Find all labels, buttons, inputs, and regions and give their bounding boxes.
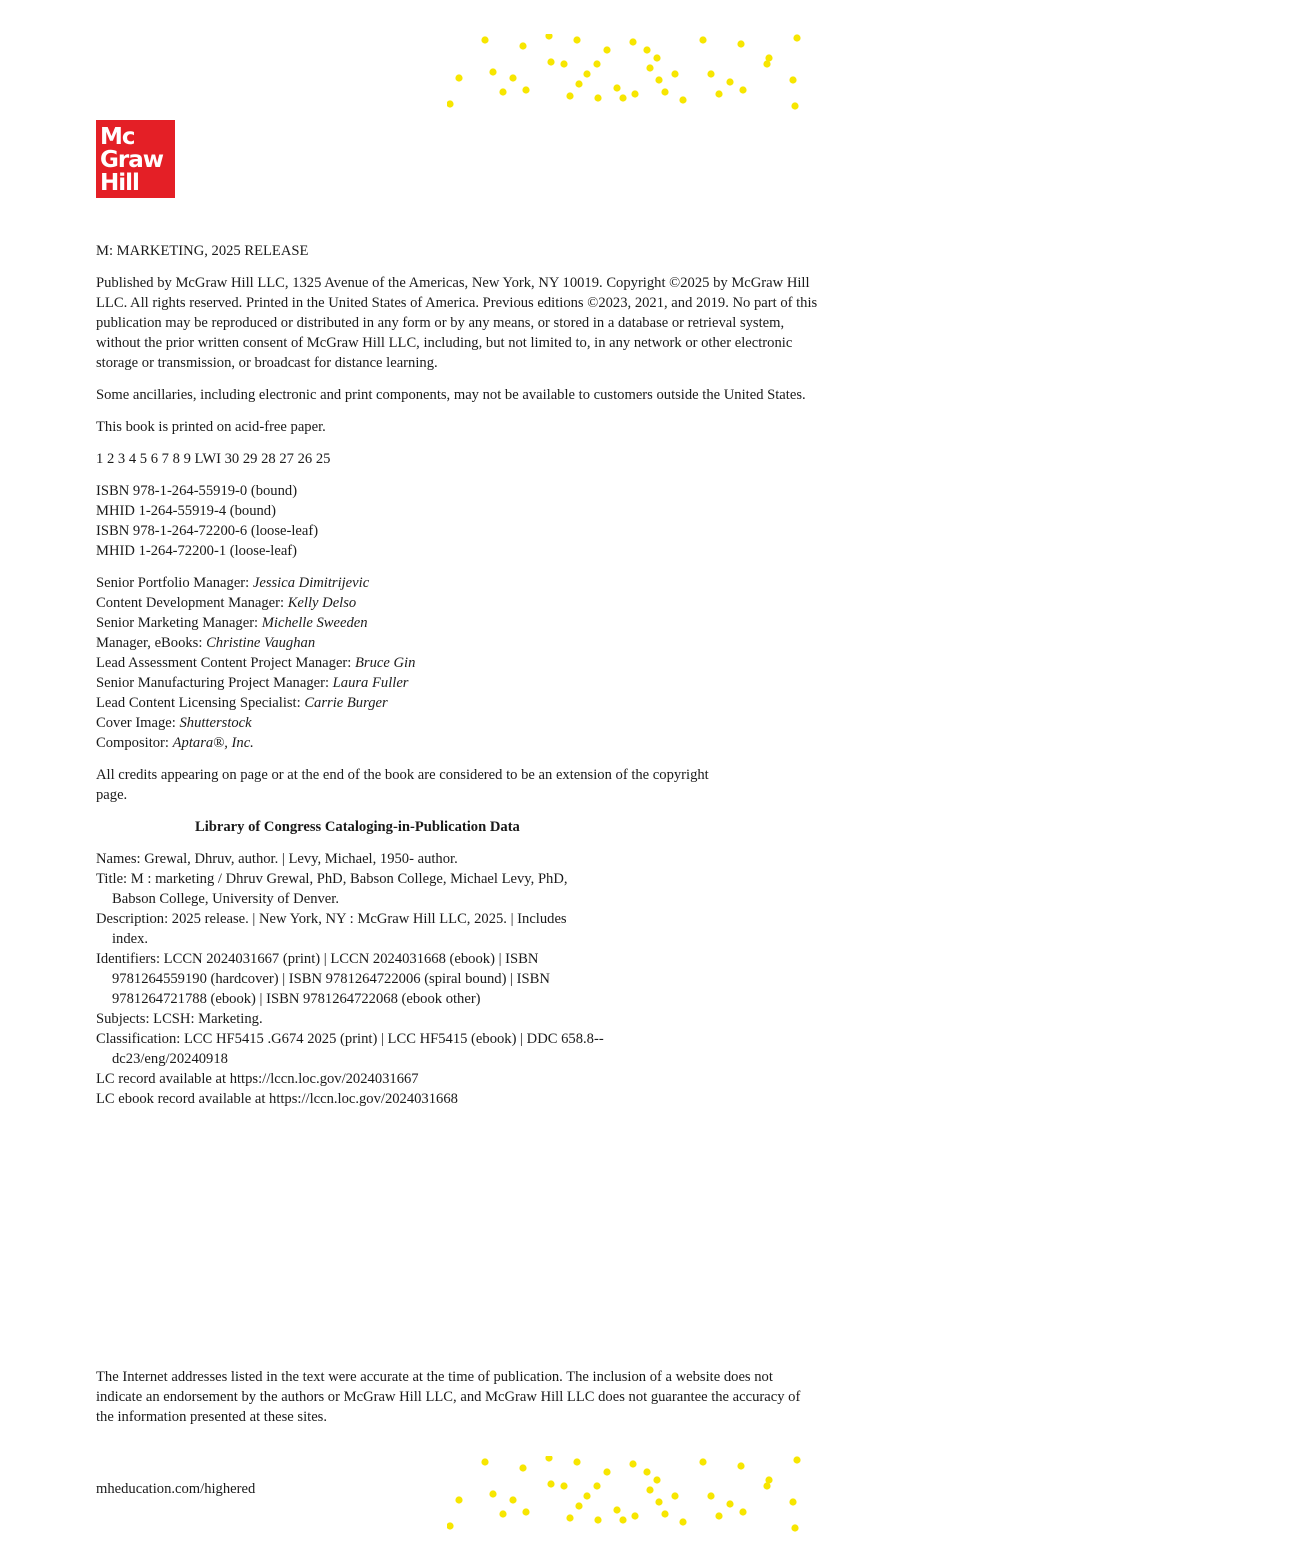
credits-note: All credits appearing on page or at the end of the book are considered to be an extension of the copyright page. <box>96 767 709 803</box>
decorative-dot <box>547 1480 554 1487</box>
decorative-dot <box>481 36 488 43</box>
credit-line <box>96 673 818 693</box>
isbn-line: MHID 1-264-72200-1 (loose-leaf) <box>96 543 298 559</box>
cip-entry: Subjects: LCSH: Marketing. <box>96 1011 263 1027</box>
decorative-dot <box>593 1482 600 1489</box>
decorative-dot <box>560 60 567 67</box>
internet-disclaimer: The Internet addresses listed in the text were accurate at the time of publication. The inclusion of a website does not indicate an endorsement by the authors or McGraw Hill LLC, and McGraw Hill LLC does not guarantee the accuracy of the information presented at these sites. <box>96 1369 801 1425</box>
credits-block <box>96 573 818 753</box>
decorative-dots-bottom <box>447 1456 802 1532</box>
cip-entry: Identifiers: LCCN 2024031667 (print) | LCCN 2024031668 (ebook) | ISBN 9781264559190 (hardcover) | ISBN 9781264722006 (spiral bound) | ISBN 9781264721788 (ebook) | ISBN 9781264722068 (ebook other) <box>96 951 550 1007</box>
book-title: M: MARKETING, 2025 RELEASE <box>96 243 309 259</box>
decorative-dot <box>715 1512 722 1519</box>
decorative-dot <box>646 1486 653 1493</box>
credit-name: Carrie Burger <box>304 695 388 711</box>
cip-entry: LC ebook record available at https://lccn.loc.gov/2024031668 <box>96 1091 458 1107</box>
credit-name: Laura Fuller <box>332 675 409 691</box>
isbn-line: ISBN 978-1-264-55919-0 (bound) <box>96 483 298 499</box>
decorative-dot <box>653 1476 660 1483</box>
logo-line-3: Hill <box>100 170 139 196</box>
credit-line <box>96 733 818 753</box>
decorative-dot <box>499 1510 506 1517</box>
publisher-statement: Published by McGraw Hill LLC, 1325 Avenue of the Americas, New York, NY 10019. Copyright ©2025 by McGraw Hill LLC. All rights reserved. Printed in the United States of America. Previous editions ©2023, 2021, and 2019. No part of this publication may be reproduced or distributed in any form or by any means, or stored in a database or retrieval system, without the prior written consent of McGraw Hill LLC, including, but not limited to, in any network or other electronic storage or transmission, or broadcast for distance learning. <box>96 275 818 371</box>
decorative-dots-top <box>447 34 802 110</box>
decorative-dot <box>583 1492 590 1499</box>
decorative-dot <box>519 1464 526 1471</box>
cip-entry: LC record available at https://lccn.loc.gov/2024031667 <box>96 1071 419 1087</box>
credit-name: Christine Vaughan <box>206 635 316 651</box>
dots-bottom-svg <box>447 1456 802 1532</box>
acid-free-note: This book is printed on acid-free paper. <box>96 419 326 435</box>
decorative-dot <box>447 1522 454 1529</box>
decorative-dot <box>791 1524 798 1531</box>
credit-role: Lead Assessment Content Project Manager: <box>96 655 355 671</box>
decorative-dot <box>573 36 580 43</box>
credit-line <box>96 633 818 653</box>
decorative-dot <box>481 1458 488 1465</box>
copyright-content <box>96 241 818 1109</box>
decorative-dot <box>791 102 798 109</box>
decorative-dot <box>455 1496 462 1503</box>
decorative-dot <box>613 1506 620 1513</box>
decorative-dot <box>655 76 662 83</box>
decorative-dot <box>522 86 529 93</box>
decorative-dot <box>619 1516 626 1523</box>
credit-name: Aptara®, Inc. <box>172 735 254 751</box>
decorative-dot <box>545 34 552 40</box>
website-link[interactable]: mheducation.com/highered <box>96 1481 256 1497</box>
decorative-dot <box>509 74 516 81</box>
decorative-dot <box>613 84 620 91</box>
decorative-dot <box>573 1458 580 1465</box>
credit-name: Jessica Dimitrijevic <box>252 575 370 591</box>
cip-entry: Title: M : marketing / Dhruv Grewal, PhD, Babson College, Michael Levy, PhD, Babson College, University of Denver. <box>96 871 568 907</box>
decorative-dot <box>643 46 650 53</box>
decorative-dot <box>575 1502 582 1509</box>
decorative-dot <box>489 1490 496 1497</box>
decorative-dot <box>566 1514 573 1521</box>
credit-role: Senior Portfolio Manager: <box>96 575 253 591</box>
isbn-line: MHID 1-264-55919-4 (bound) <box>96 503 276 519</box>
credit-line <box>96 693 818 713</box>
decorative-dot <box>629 38 636 45</box>
credit-name: Kelly Delso <box>287 595 357 611</box>
decorative-dot <box>661 88 668 95</box>
credit-name: Shutterstock <box>179 715 252 731</box>
decorative-dot <box>629 1460 636 1467</box>
decorative-dot <box>519 42 526 49</box>
decorative-dot <box>547 58 554 65</box>
credit-role: Manager, eBooks: <box>96 635 207 651</box>
credit-line <box>96 593 818 613</box>
decorative-dot <box>643 1468 650 1475</box>
credit-name: Michelle Sweeden <box>261 615 368 631</box>
decorative-dot <box>655 1498 662 1505</box>
decorative-dot <box>789 76 796 83</box>
decorative-dot <box>619 94 626 101</box>
decorative-dot <box>699 1458 706 1465</box>
decorative-dot <box>707 70 714 77</box>
isbn-block <box>96 481 818 561</box>
decorative-dot <box>793 34 800 41</box>
decorative-dot <box>726 1500 733 1507</box>
decorative-dot <box>583 70 590 77</box>
decorative-dot <box>671 1492 678 1499</box>
decorative-dot <box>737 1462 744 1469</box>
decorative-dot <box>679 96 686 103</box>
decorative-dot <box>699 36 706 43</box>
decorative-dot <box>455 74 462 81</box>
decorative-dot <box>509 1496 516 1503</box>
decorative-dot <box>793 1456 800 1463</box>
logo-line-2: Graw <box>100 147 163 173</box>
credit-role: Compositor: <box>96 735 173 751</box>
decorative-dot <box>603 46 610 53</box>
decorative-dot <box>765 54 772 61</box>
print-line: 1 2 3 4 5 6 7 8 9 LWI 30 29 28 27 26 25 <box>96 451 331 467</box>
decorative-dot <box>603 1468 610 1475</box>
decorative-dot <box>653 54 660 61</box>
cip-entry: Description: 2025 release. | New York, NY : McGraw Hill LLC, 2025. | Includes index. <box>96 911 567 947</box>
credit-role: Senior Manufacturing Project Manager: <box>96 675 333 691</box>
decorative-dot <box>739 86 746 93</box>
cip-heading: Library of Congress Cataloging-in-Publication Data <box>195 819 520 835</box>
mcgraw-hill-logo <box>96 120 175 198</box>
credit-role: Cover Image: <box>96 715 180 731</box>
decorative-dot <box>739 1508 746 1515</box>
decorative-dot <box>499 88 506 95</box>
decorative-dot <box>737 40 744 47</box>
decorative-dot <box>545 1456 552 1462</box>
decorative-dot <box>447 100 454 107</box>
credit-line <box>96 713 818 733</box>
decorative-dot <box>726 78 733 85</box>
decorative-dot <box>789 1498 796 1505</box>
credit-role: Content Development Manager: <box>96 595 288 611</box>
decorative-dot <box>594 94 601 101</box>
logo-line-1: Mc <box>100 124 135 150</box>
decorative-dot <box>707 1492 714 1499</box>
credit-line <box>96 573 818 593</box>
credit-line <box>96 653 818 673</box>
cip-entry: Names: Grewal, Dhruv, author. | Levy, Michael, 1950- author. <box>96 851 458 867</box>
decorative-dot <box>575 80 582 87</box>
decorative-dot <box>715 90 722 97</box>
dots-top-svg <box>447 34 802 110</box>
credit-role: Lead Content Licensing Specialist: <box>96 695 305 711</box>
decorative-dot <box>671 70 678 77</box>
ancillaries-note: Some ancillaries, including electronic and print components, may not be available to customers outside the United States. <box>96 387 806 403</box>
cip-entry: Classification: LCC HF5415 .G674 2025 (print) | LCC HF5415 (ebook) | DDC 658.8--dc23/eng/20240918 <box>96 1031 604 1067</box>
credit-line <box>96 613 818 633</box>
decorative-dot <box>646 64 653 71</box>
decorative-dot <box>631 1512 638 1519</box>
decorative-dot <box>560 1482 567 1489</box>
decorative-dot <box>661 1510 668 1517</box>
credit-name: Bruce Gin <box>354 655 416 671</box>
decorative-dot <box>631 90 638 97</box>
decorative-dot <box>489 68 496 75</box>
decorative-dot <box>765 1476 772 1483</box>
isbn-line: ISBN 978-1-264-72200-6 (loose-leaf) <box>96 523 319 539</box>
decorative-dot <box>594 1516 601 1523</box>
cip-block <box>96 849 818 1109</box>
credit-role: Senior Marketing Manager: <box>96 615 262 631</box>
decorative-dot <box>566 92 573 99</box>
decorative-dot <box>679 1518 686 1525</box>
decorative-dot <box>522 1508 529 1515</box>
decorative-dot <box>593 60 600 67</box>
